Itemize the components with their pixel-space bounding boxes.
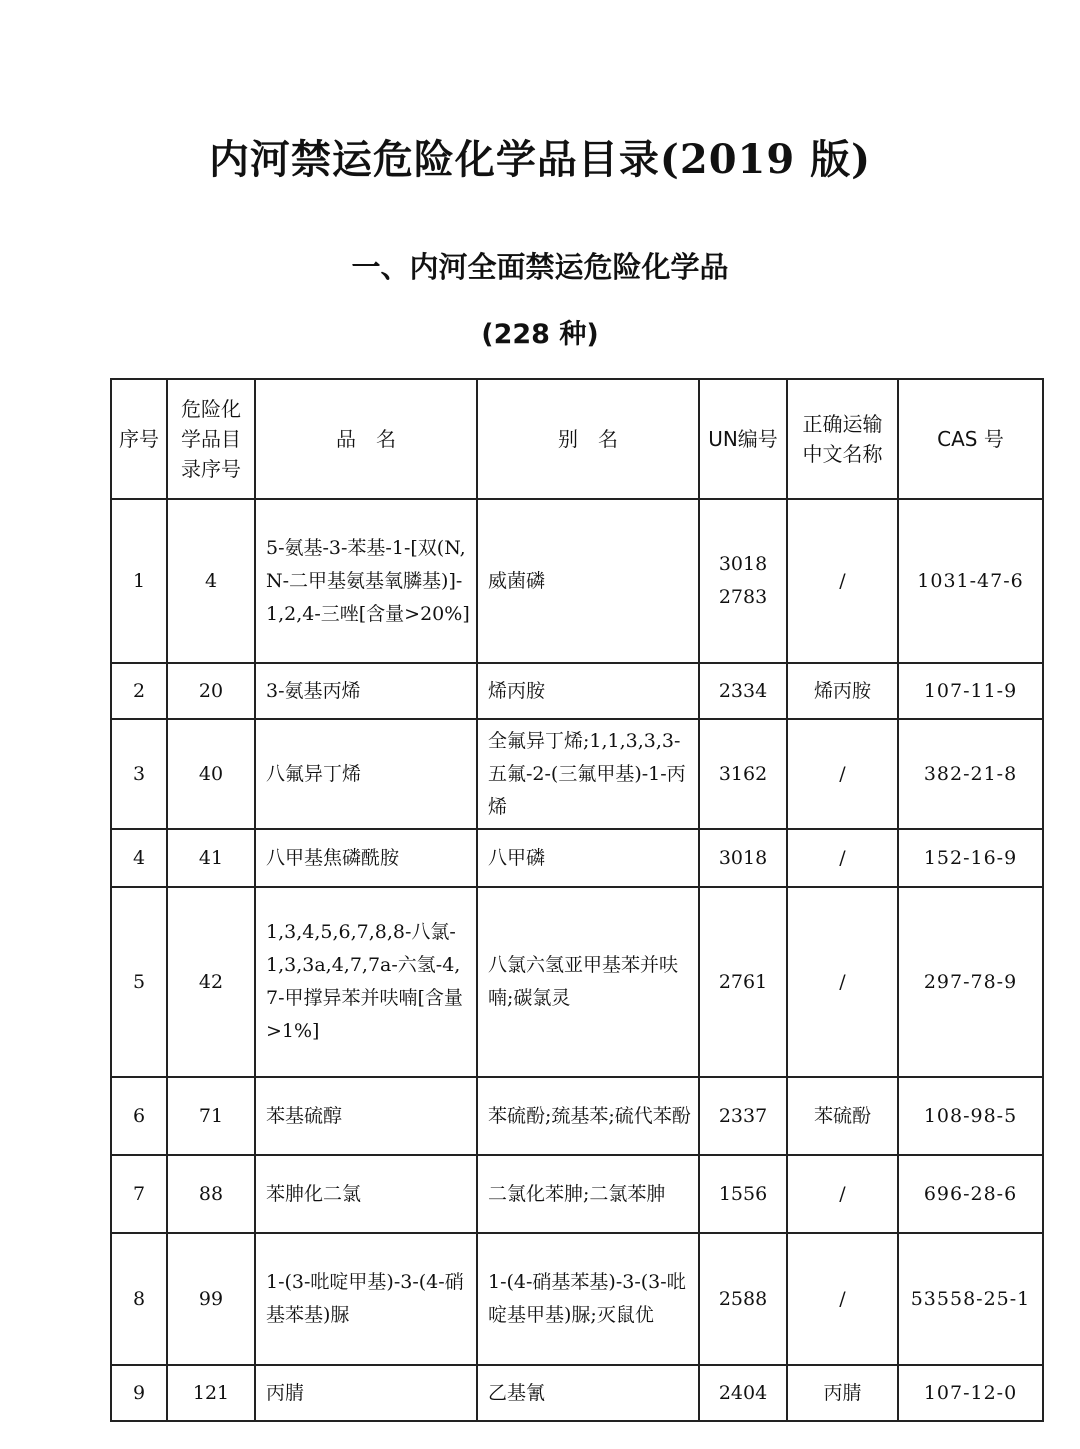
cell-un [699,663,787,719]
cell-seq: 5 [111,887,167,1077]
cell-name: 八甲基焦磷酰胺 [255,829,477,887]
cell-catalog-seq: 99 [167,1233,255,1365]
cell-name: 苯胂化二氯 [255,1155,477,1233]
cell-seq: 3 [111,719,167,829]
header-name: 品 名 [255,379,477,499]
un-number: 2404 [718,1381,768,1404]
cell-shipping-name: / [787,1233,898,1365]
table-header-row [111,379,1043,499]
cell-catalog-seq: 42 [167,887,255,1077]
cell-catalog-seq: 88 [167,1155,255,1233]
cell-alias: 八氯六氢亚甲基苯并呋喃;碳氯灵 [477,887,699,1077]
cell-alias: 全氟异丁烯;1,1,3,3,3-五氟-2-(三氟甲基)-1-丙烯 [477,719,699,829]
cell-alias: 二氯化苯胂;二氯苯胂 [477,1155,699,1233]
header-cas: CAS 号 [898,379,1043,499]
cell-catalog-seq: 20 [167,663,255,719]
cell-cas: 53558-25-1 [898,1233,1043,1365]
section-count: (228 种) [481,319,599,350]
cell-seq: 4 [111,829,167,887]
page-title: 内河禁运危险化学品目录(2019 版) [208,136,872,183]
cell-catalog-seq: 71 [167,1077,255,1155]
cell-un [699,719,787,829]
cell-shipping-name: / [787,887,898,1077]
table-row [111,1233,1043,1365]
cell-un [699,829,787,887]
cell-catalog-seq: 40 [167,719,255,829]
cell-shipping-name: 丙腈 [787,1365,898,1421]
table-row [111,1365,1043,1421]
cell-shipping-name: / [787,829,898,887]
un-number: 3162 [718,762,768,785]
cell-catalog-seq: 4 [167,499,255,663]
cell-name: 1,3,4,5,6,7,8,8-八氯-1,3,3a,4,7,7a-六氢-4,7-甲撑异苯并呋喃[含量>1%] [255,887,477,1077]
cell-seq: 7 [111,1155,167,1233]
chemicals-table [110,378,1044,1422]
cell-cas: 107-11-9 [898,663,1043,719]
cell-shipping-name: 烯丙胺 [787,663,898,719]
cell-cas: 108-98-5 [898,1077,1043,1155]
table-row [111,719,1043,829]
cell-alias: 苯硫酚;巯基苯;硫代苯酚 [477,1077,699,1155]
cell-seq: 9 [111,1365,167,1421]
cell-shipping-name: 苯硫酚 [787,1077,898,1155]
header-un: UN编号 [699,379,787,499]
cell-un [699,887,787,1077]
cell-shipping-name: / [787,719,898,829]
cell-alias: 1-(4-硝基苯基)-3-(3-吡啶基甲基)脲;灭鼠优 [477,1233,699,1365]
table-row [111,1077,1043,1155]
section-title: 一、内河全面禁运危险化学品 [351,250,729,284]
cell-catalog-seq: 121 [167,1365,255,1421]
cell-alias: 烯丙胺 [477,663,699,719]
cell-name: 3-氨基丙烯 [255,663,477,719]
cell-name: 苯基硫醇 [255,1077,477,1155]
cell-alias: 八甲磷 [477,829,699,887]
table-row [111,887,1043,1077]
cell-cas: 1031-47-6 [898,499,1043,663]
un-number: 1556 [718,1182,768,1205]
table-row [111,663,1043,719]
un-number: 3018 [718,846,768,869]
cell-name: 5-氨基-3-苯基-1-[双(N,N-二甲基氨基氧膦基)]-1,2,4-三唑[含量>20%] [255,499,477,663]
header-alias: 别 名 [477,379,699,499]
header-seq: 序号 [111,379,167,499]
cell-name: 丙腈 [255,1365,477,1421]
un-number: 3018 [718,553,768,575]
header-catalog-seq: 危险化学品目录序号 [167,379,255,499]
un-number: 2588 [718,1287,768,1310]
header-shipping-name: 正确运输中文名称 [787,379,898,499]
cell-alias: 乙基氰 [477,1365,699,1421]
un-number: 2334 [718,679,768,702]
un-number: 2783 [718,586,768,608]
cell-name: 1-(3-吡啶甲基)-3-(4-硝基苯基)脲 [255,1233,477,1365]
cell-seq: 6 [111,1077,167,1155]
cell-seq: 1 [111,499,167,663]
table-row [111,1155,1043,1233]
cell-un [699,1155,787,1233]
cell-cas: 297-78-9 [898,887,1043,1077]
cell-un [699,499,787,663]
un-number: 2761 [718,970,768,993]
table-row [111,499,1043,663]
cell-seq: 2 [111,663,167,719]
cell-cas: 696-28-6 [898,1155,1043,1233]
cell-un [699,1233,787,1365]
cell-cas: 107-12-0 [898,1365,1043,1421]
cell-catalog-seq: 41 [167,829,255,887]
cell-un [699,1077,787,1155]
cell-shipping-name: / [787,499,898,663]
cell-name: 八氟异丁烯 [255,719,477,829]
cell-shipping-name: / [787,1155,898,1233]
table-row [111,829,1043,887]
cell-un [699,1365,787,1421]
un-number: 2337 [718,1104,768,1127]
cell-cas: 382-21-8 [898,719,1043,829]
cell-seq: 8 [111,1233,167,1365]
cell-cas: 152-16-9 [898,829,1043,887]
cell-alias: 威菌磷 [477,499,699,663]
